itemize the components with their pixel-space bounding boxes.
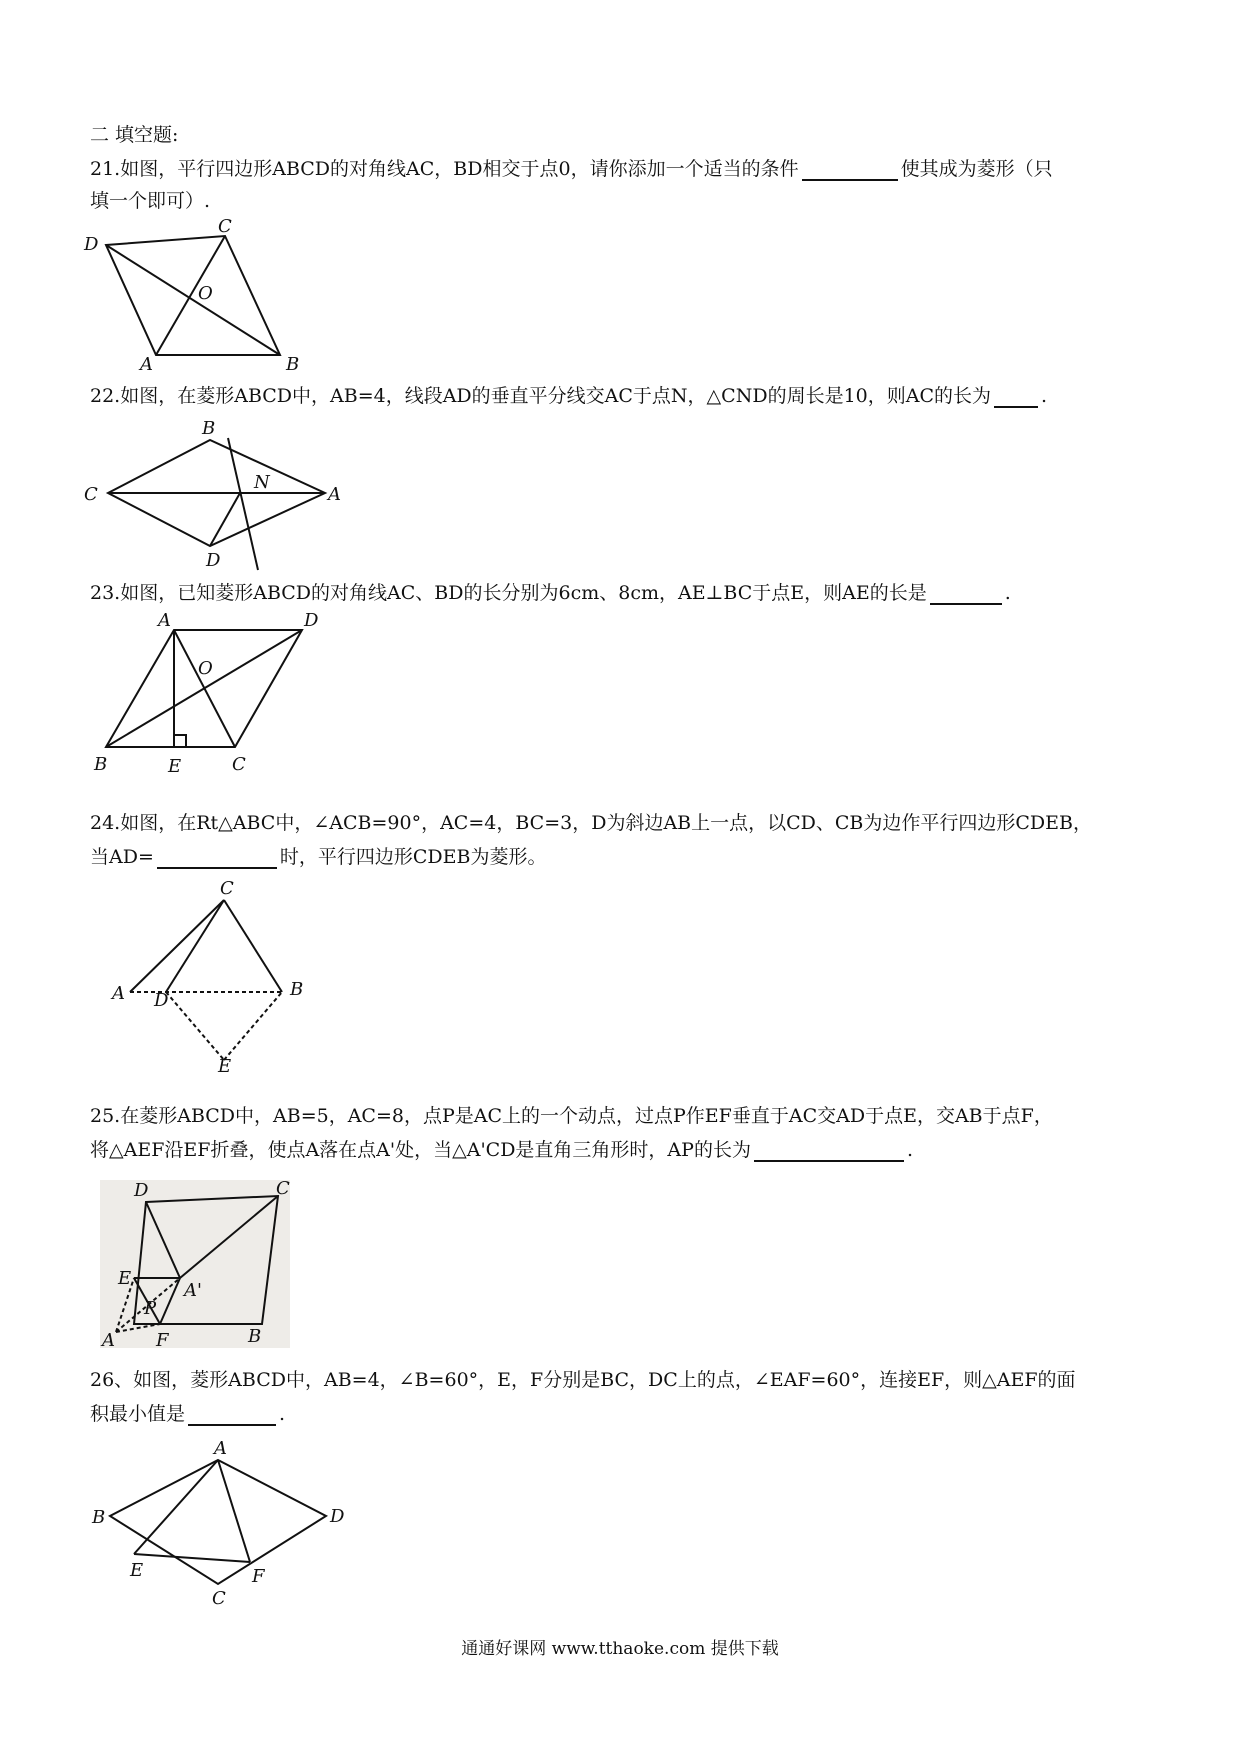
label-c: C xyxy=(220,878,234,899)
question-24-text-tail: 时，平行四边形CDEB为菱形。 xyxy=(279,846,547,868)
label-e: E xyxy=(218,1056,232,1077)
label-e: E xyxy=(130,1560,144,1581)
question-21-text: 21.如图，平行四边形ABCD的对角线AC，BD相交于点0，请你添加一个适当的条件 xyxy=(90,158,799,180)
question-26-text: 积最小值是 xyxy=(90,1403,186,1425)
segment-ef xyxy=(134,1554,250,1562)
segment-eb xyxy=(224,992,282,1060)
label-c: C xyxy=(276,1178,290,1199)
question-22-text: 22.如图，在菱形ABCD中，AB=4，线段AD的垂直平分线交AC于点N，△CND的周长是10，则AC的长为 xyxy=(90,385,991,407)
answer-blank-25[interactable] xyxy=(754,1142,904,1162)
question-26-line-2 xyxy=(90,1403,285,1426)
figure-23-rhombus xyxy=(80,612,340,782)
right-angle-mark xyxy=(174,735,186,747)
question-22-text-tail: . xyxy=(1041,385,1048,407)
figure-25-rhombus-fold xyxy=(100,1180,290,1350)
label-d: D xyxy=(330,1506,345,1527)
label-p: P xyxy=(144,1298,157,1319)
diagonal-ac xyxy=(156,236,225,355)
parallelogram-abcd xyxy=(106,236,280,355)
question-21-line-2: 填一个即可）. xyxy=(90,190,211,212)
label-a: A xyxy=(102,1330,115,1351)
label-a: A xyxy=(112,983,125,1004)
segment-de xyxy=(166,992,224,1060)
answer-blank-22[interactable] xyxy=(994,388,1038,408)
label-b: B xyxy=(290,979,304,1000)
answer-blank-23[interactable] xyxy=(930,585,1002,605)
side-cb xyxy=(224,900,282,992)
question-24-text: 当AD= xyxy=(90,846,154,868)
question-21-line-1 xyxy=(90,158,1053,181)
label-o: O xyxy=(198,283,213,304)
figure-24-parallelogram xyxy=(100,880,320,1080)
question-21-text-tail: 使其成为菱形（只 xyxy=(900,158,1053,180)
label-a: A xyxy=(214,1438,227,1459)
answer-blank-21[interactable] xyxy=(802,161,898,181)
label-c: C xyxy=(212,1588,226,1609)
answer-blank-24[interactable] xyxy=(157,849,277,869)
label-d: D xyxy=(304,610,319,631)
question-25-line-2 xyxy=(90,1139,913,1162)
figure-26-rhombus xyxy=(80,1438,360,1618)
label-o: O xyxy=(198,658,213,679)
question-23-text: 23.如图，已知菱形ABCD的对角线AC、BD的长分别为6cm、8cm，AE⊥BC于点E，则AE的长是 xyxy=(90,582,927,604)
segment-cd xyxy=(166,900,224,992)
label-a: A xyxy=(158,610,171,631)
question-24-line-2 xyxy=(90,846,546,869)
label-e: E xyxy=(118,1268,132,1289)
label-c: C xyxy=(232,754,246,775)
label-f: F xyxy=(252,1566,265,1587)
label-b: B xyxy=(248,1326,262,1347)
side-ac xyxy=(130,900,224,992)
answer-blank-26[interactable] xyxy=(188,1406,276,1426)
segment-af xyxy=(218,1460,250,1562)
question-26-line-1: 26、如图，菱形ABCD中，AB=4，∠B=60°，E，F分别是BC，DC上的点，∠EAF=60°，连接EF，则△AEF的面 xyxy=(90,1369,1076,1391)
page-footer: 通通好课网 www.tthaoke.com 提供下载 xyxy=(461,1639,779,1659)
question-26-text-tail: . xyxy=(279,1403,286,1425)
question-23-line-1 xyxy=(90,582,1011,605)
question-25-line-1: 25.在菱形ABCD中，AB=5，AC=8，点P是AC上的一个动点，过点P作EF垂直于AC交AD于点E，交AB于点F， xyxy=(90,1105,1053,1127)
label-d: D xyxy=(84,234,99,255)
label-c: C xyxy=(84,484,98,505)
label-b: B xyxy=(92,1507,106,1528)
section-title: 二 填空题: xyxy=(90,124,179,146)
question-24-line-1: 24.如图，在Rt△ABC中，∠ACB=90°，AC=4，BC=3，D为斜边AB上一点，以CD、CB为边作平行四边形CDEB， xyxy=(90,812,1093,834)
label-e: E xyxy=(168,756,182,777)
label-b: B xyxy=(286,354,300,375)
figure-22-rhombus xyxy=(80,418,341,571)
figure-21-parallelogram xyxy=(80,216,320,375)
label-b: B xyxy=(202,418,216,439)
diagonal-bd xyxy=(106,630,302,747)
label-n: N xyxy=(254,472,270,493)
label-b: B xyxy=(94,754,108,775)
label-d: D xyxy=(154,990,169,1011)
question-23-text-tail: . xyxy=(1004,582,1011,604)
label-d: D xyxy=(206,550,221,571)
label-a: A xyxy=(140,354,153,375)
label-d: D xyxy=(134,1180,149,1201)
perpendicular-bisector xyxy=(228,438,258,570)
question-22-line-1 xyxy=(90,385,1047,408)
label-a: A xyxy=(328,484,341,505)
label-f: F xyxy=(156,1330,169,1351)
label-c: C xyxy=(218,216,232,237)
question-25-text: 将△AEF沿EF折叠，使点A落在点A'处，当△A'CD是直角三角形时，AP的长为 xyxy=(90,1139,751,1161)
label-a-prime: A' xyxy=(184,1280,202,1301)
question-25-text-tail: . xyxy=(906,1139,913,1161)
segment-ae xyxy=(134,1460,218,1554)
